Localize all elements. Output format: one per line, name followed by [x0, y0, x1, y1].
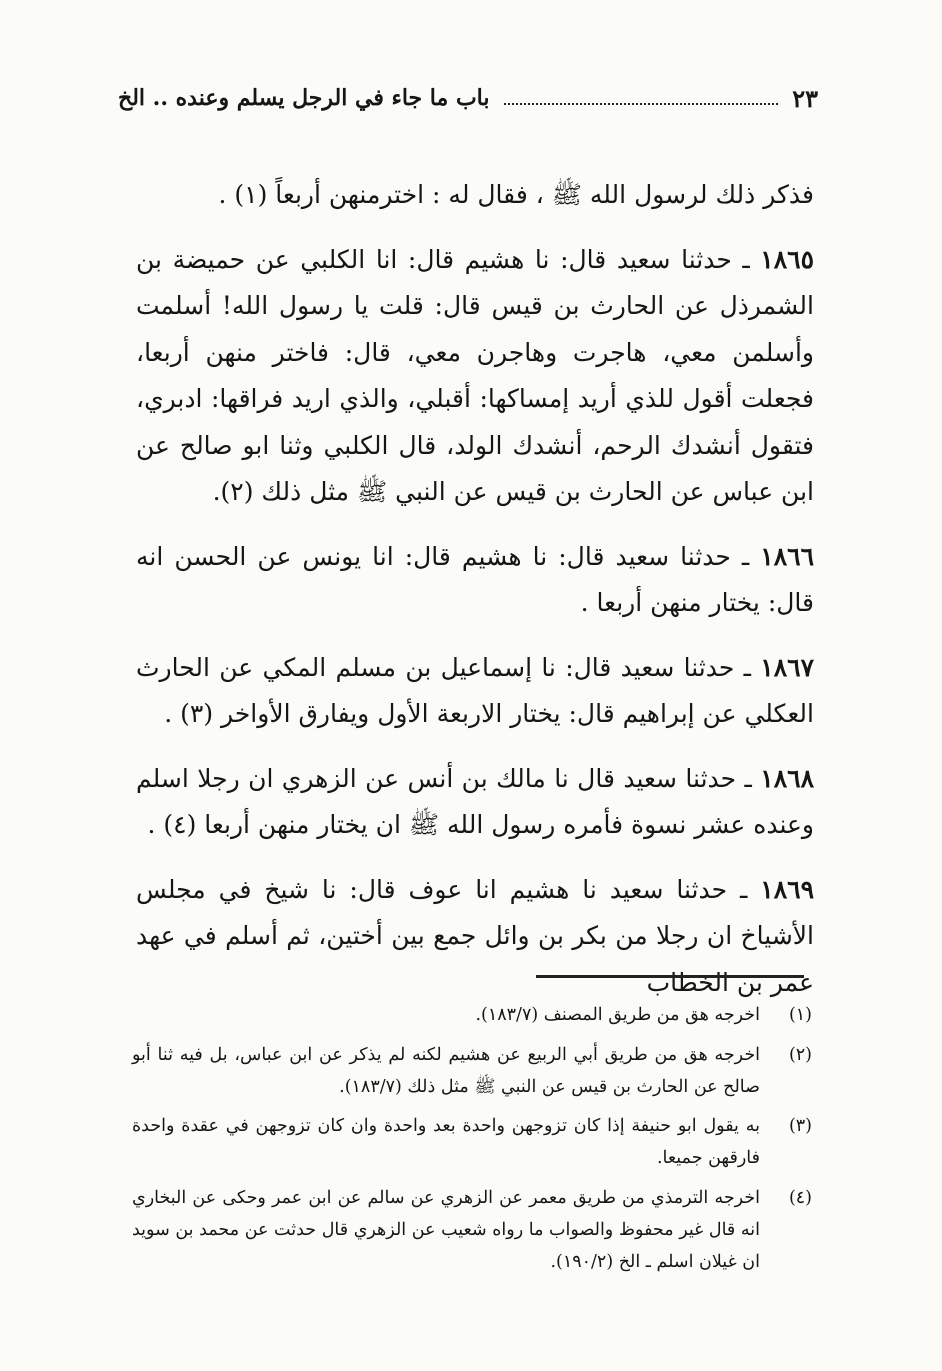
footnote-3: [132, 1111, 812, 1175]
paragraph-text: فذكر ذلك لرسول الله ﷺ ، فقال له : اخترمنهن أربعاً (١) .: [218, 180, 814, 209]
footnote-text: اخرجه الترمذي من طريق معمر عن الزهري عن سالم عن ابن عمر وحكى عن البخاري انه قال غير محفوظ والصواب ما رواه شعيب عن الزهري قال حدثت عن محمد بن سويد ان غيلان اسلم ـ الخ (١٩٠/٢).: [132, 1187, 760, 1272]
footnote-2: [132, 1040, 812, 1104]
hadith-number: ١٨٦٦: [760, 541, 814, 571]
footnote-separator: [536, 975, 804, 978]
hadith-text: ـ حدثنا سعيد قال: نا هشيم قال: انا يونس عن الحسن انه قال: يختار منهن أربعا .: [136, 541, 814, 617]
hadith-number: ١٨٦٨: [760, 763, 814, 793]
hadith-text: ـ حدثنا سعيد قال نا مالك بن أنس عن الزهري ان رجلا اسلم وعنده عشر نسوة فأمره رسول الله ﷺ ان يختار منهن أربعا (٤) .: [136, 763, 814, 839]
footnote-text: اخرجه هق من طريق أبي الربيع عن هشيم لكنه لم يذكر عن ابن عباس، بل فيه ثنا أبو صالح عن الحارث بن قيس عن النبي ﷺ مثل ذلك (١٨٣/٧).: [132, 1044, 760, 1097]
hadith-1868: [136, 756, 814, 849]
hadith-number: ١٨٦٧: [760, 652, 814, 682]
hadith-text: ـ حدثنا سعيد قال: نا هشيم قال: انا الكلبي عن حميضة بن الشمرذل عن الحارث بن قيس قال: قلت يا رسول الله! أسلمت وأسلمن معي، هاجرت وهاجرن معي، قال: فاختر منهن أربعا، فجعلت أقول للذي أريد إمساكها: أقبلي، والذي اريد فراقها: ادبري، فتقول أنشدك الرحم، أنشدك الولد، قال الكلبي وثنا ابو صالح عن ابن عباس عن الحارث بن قيس عن النبي ﷺ مثل ذلك (٢).: [136, 244, 814, 506]
hadith-text: ـ حدثنا سعيد نا هشيم انا عوف قال: نا شيخ في مجلس الأشياخ ان رجلا من بكر بن وائل جمع بين أختين، ثم أسلم في عهد عمر بن الخطاب: [136, 874, 814, 997]
paragraph-continuation: [136, 172, 814, 219]
hadith-text: ـ حدثنا سعيد قال: نا إسماعيل بن مسلم المكي عن الحارث العكلي عن إبراهيم قال: يختار الاربعة الأول ويفارق الأواخر (٣) .: [136, 652, 814, 728]
hadith-number: ١٨٦٥: [760, 244, 814, 274]
page-number: ٢٣: [792, 83, 818, 113]
footnote-number: (٤): [788, 1187, 812, 1208]
footnote-number: (٣): [788, 1116, 812, 1137]
chapter-title: باب ما جاء في الرجل يسلم وعنده .. الخ: [118, 85, 490, 111]
footnote-number: (٢): [788, 1044, 812, 1065]
hadith-1865: [136, 237, 814, 516]
hadith-number: ١٨٦٩: [760, 874, 814, 904]
footnote-1: [132, 1000, 812, 1032]
footnote-4: [132, 1183, 812, 1278]
footnote-text: اخرجه هق من طريق المصنف (١٨٣/٧).: [475, 1005, 760, 1025]
running-header: [118, 78, 818, 118]
hadith-1867: [136, 645, 814, 738]
footnote-text: به يقول ابو حنيفة إذا كان تزوجهن واحدة بعد واحدة وان كان تزوجهن في عقدة واحدة فارقهن جميعا.: [132, 1116, 760, 1169]
hadith-1869: [136, 867, 814, 1007]
header-dotted-leader: [504, 103, 779, 105]
footnotes: [132, 1000, 812, 1286]
hadith-1866: [136, 534, 814, 627]
main-text: [136, 172, 814, 1024]
footnote-number: (١): [788, 1005, 812, 1025]
